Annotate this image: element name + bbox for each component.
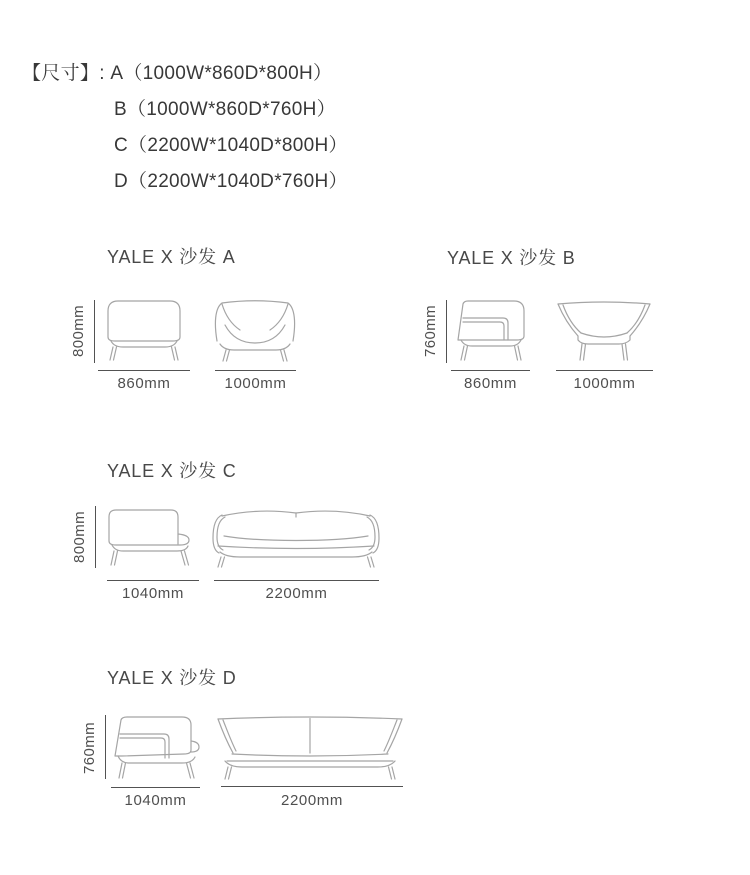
size-spec-item-c: C（2200W*1040D*800H） (114, 135, 348, 156)
sofa-b-front-width-dim-line (556, 370, 653, 371)
sofa-b-height-label: 760mm (422, 304, 439, 358)
sofa-c-side-width-label: 1040mm (122, 585, 184, 602)
sofa-c-side-width-dim-line (107, 580, 199, 581)
sofa-d-front-view-drawing (212, 711, 408, 780)
size-spec-item-b: B（1000W*860D*760H） (114, 99, 336, 120)
size-spec-separator: : (99, 63, 111, 84)
sofa-a-side-width-label: 860mm (117, 375, 171, 392)
sofa-a-height-dim-line (94, 300, 95, 363)
sofa-a-front-width-dim-line (215, 370, 296, 371)
section-a-title: YALE X 沙发 A (107, 247, 236, 267)
sofa-b-side-view-drawing (453, 297, 529, 363)
sofa-b-side-width-dim-line (451, 370, 530, 371)
sofa-a-height-label: 800mm (70, 304, 87, 358)
sofa-a-front-width-label: 1000mm (224, 375, 287, 392)
sofa-b-side-width-label: 860mm (463, 375, 518, 392)
sofa-a-front-view-drawing (212, 297, 298, 363)
size-spec-heading: 【尺寸】 (22, 63, 100, 84)
sofa-b-height-dim-line (446, 300, 447, 363)
sofa-d-front-width-label: 2200mm (281, 792, 343, 809)
sofa-b-front-view-drawing (555, 297, 653, 363)
sofa-c-height-dim-line (95, 506, 96, 568)
sofa-a-side-view-drawing (101, 297, 187, 363)
sofa-c-side-view-drawing (103, 505, 195, 568)
sofa-c-front-width-dim-line (214, 580, 379, 581)
sofa-d-height-dim-line (105, 715, 106, 779)
sofa-d-front-width-dim-line (221, 786, 403, 787)
sofa-d-side-view-drawing (110, 712, 202, 780)
sofa-d-side-width-dim-line (111, 787, 200, 788)
section-d-title: YALE X 沙发 D (107, 668, 237, 688)
sofa-d-height-label: 760mm (81, 721, 98, 775)
sofa-c-front-view-drawing (210, 506, 382, 569)
sofa-b-front-width-label: 1000mm (573, 375, 636, 392)
sofa-a-side-width-dim-line (98, 370, 190, 371)
size-spec-line-a (22, 56, 348, 92)
size-spec-item-d: D（2200W*1040D*760H） (114, 171, 348, 192)
section-b-title: YALE X 沙发 B (447, 248, 576, 268)
section-c-title: YALE X 沙发 C (107, 461, 237, 481)
size-spec-list (22, 56, 348, 200)
size-spec-item-a: A（1000W*860D*800H） (110, 63, 333, 84)
sofa-c-height-label: 800mm (71, 510, 88, 564)
sofa-d-side-width-label: 1040mm (124, 792, 187, 809)
sofa-c-front-width-label: 2200mm (265, 585, 328, 602)
